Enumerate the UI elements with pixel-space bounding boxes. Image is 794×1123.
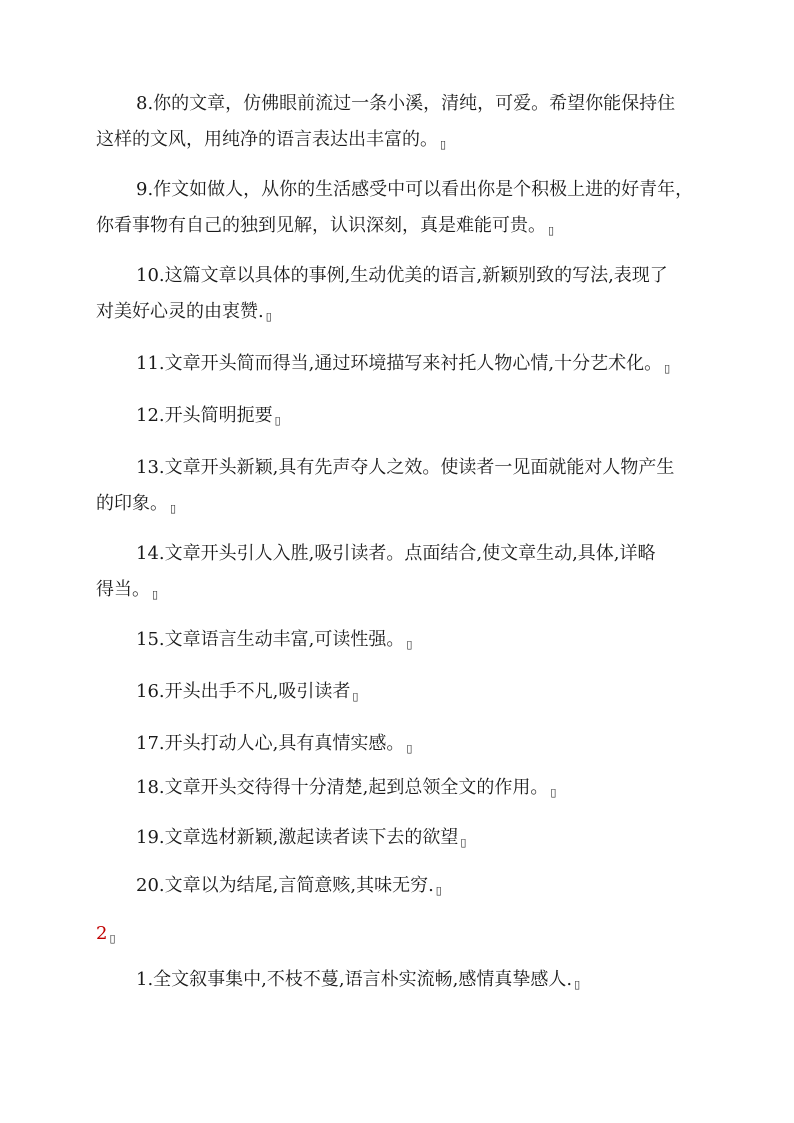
paragraph-end-mark: ▯ [440, 138, 447, 151]
comment-line: 10.这篇文章以具体的事例,生动优美的语言,新颖别致的写法,表现了 [136, 265, 668, 286]
comment-line: 15.文章语言生动丰富,可读性强。 [136, 629, 405, 650]
comment-line: 这样的文风，用纯净的语言表达出丰富的。 [96, 129, 438, 150]
comment-line: 8.你的文章，仿佛眼前流过一条小溪，清纯，可爱。希望你能保持住 [136, 93, 676, 114]
comment-line: 16.开头出手不凡,吸引读者 [136, 681, 351, 702]
paragraph-end-mark: ▯ [460, 836, 467, 849]
paragraph-end-mark: ▯ [152, 588, 159, 601]
comment-item-10 [96, 258, 706, 335]
section2-comment-item-1 [96, 962, 706, 1003]
comment-line: 20.文章以为结尾,言简意赅,其味无穷. [136, 875, 434, 896]
comment-item-16 [96, 674, 706, 715]
comment-item-8 [96, 86, 706, 163]
paragraph-end-mark: ▯ [548, 224, 555, 237]
comment-line: 19.文章选材新颖,激起读者读下去的欲望 [136, 827, 459, 848]
comment-line: 17.开头打动人心,具有真情实感。 [136, 733, 405, 754]
comment-line: 1.全文叙事集中,不枝不蔓,语言朴实流畅,感情真挚感人. [136, 969, 573, 990]
paragraph-end-mark: ▯ [265, 310, 272, 323]
paragraph-end-mark: ▯ [274, 414, 281, 427]
comment-item-9 [96, 172, 706, 249]
paragraph-end-mark: ▯ [435, 884, 442, 897]
comment-line: 得当。 [96, 579, 150, 600]
comment-item-15 [96, 622, 706, 663]
comment-line: 13.文章开头新颖,具有先声夺人之效。使读者一见面就能对人物产生 [136, 457, 675, 478]
paragraph-end-mark: ▯ [550, 786, 557, 799]
paragraph-end-mark: ▯ [664, 362, 671, 375]
comment-item-14 [96, 536, 706, 613]
comment-line: 12.开头简明扼要 [136, 405, 273, 426]
comment-item-20 [96, 868, 706, 909]
comment-item-12 [96, 398, 706, 439]
comment-item-17 [96, 726, 706, 767]
comment-item-19 [96, 820, 706, 861]
comment-line: 18.文章开头交待得十分清楚,起到总领全文的作用。 [136, 777, 549, 798]
paragraph-end-mark: ▯ [352, 690, 359, 703]
paragraph-end-mark: ▯ [574, 978, 581, 991]
paragraph-end-mark: ▯ [109, 932, 116, 945]
comment-line: 的印象。 [96, 493, 168, 514]
comment-line: 11.文章开头简而得当,通过环境描写来衬托人物心情,十分艺术化。 [136, 353, 663, 374]
comment-line: 14.文章开头引人入胜,吸引读者。点面结合,使文章生动,具体,详略 [136, 543, 656, 564]
comment-line: 9.作文如做人，从你的生活感受中可以看出你是个积极上进的好青年， [136, 179, 694, 200]
comment-line: 你看事物有自己的独到见解，认识深刻，真是难能可贵。 [96, 215, 546, 236]
section-number: 2 ▯ [96, 916, 116, 957]
paragraph-end-mark: ▯ [406, 742, 413, 755]
paragraph-end-mark: ▯ [406, 638, 413, 651]
comment-item-13 [96, 450, 706, 527]
paragraph-end-mark: ▯ [170, 502, 177, 515]
comment-line: 对美好心灵的由衷赞. [96, 301, 264, 322]
comment-item-18 [96, 770, 706, 811]
comment-item-11 [96, 346, 706, 387]
